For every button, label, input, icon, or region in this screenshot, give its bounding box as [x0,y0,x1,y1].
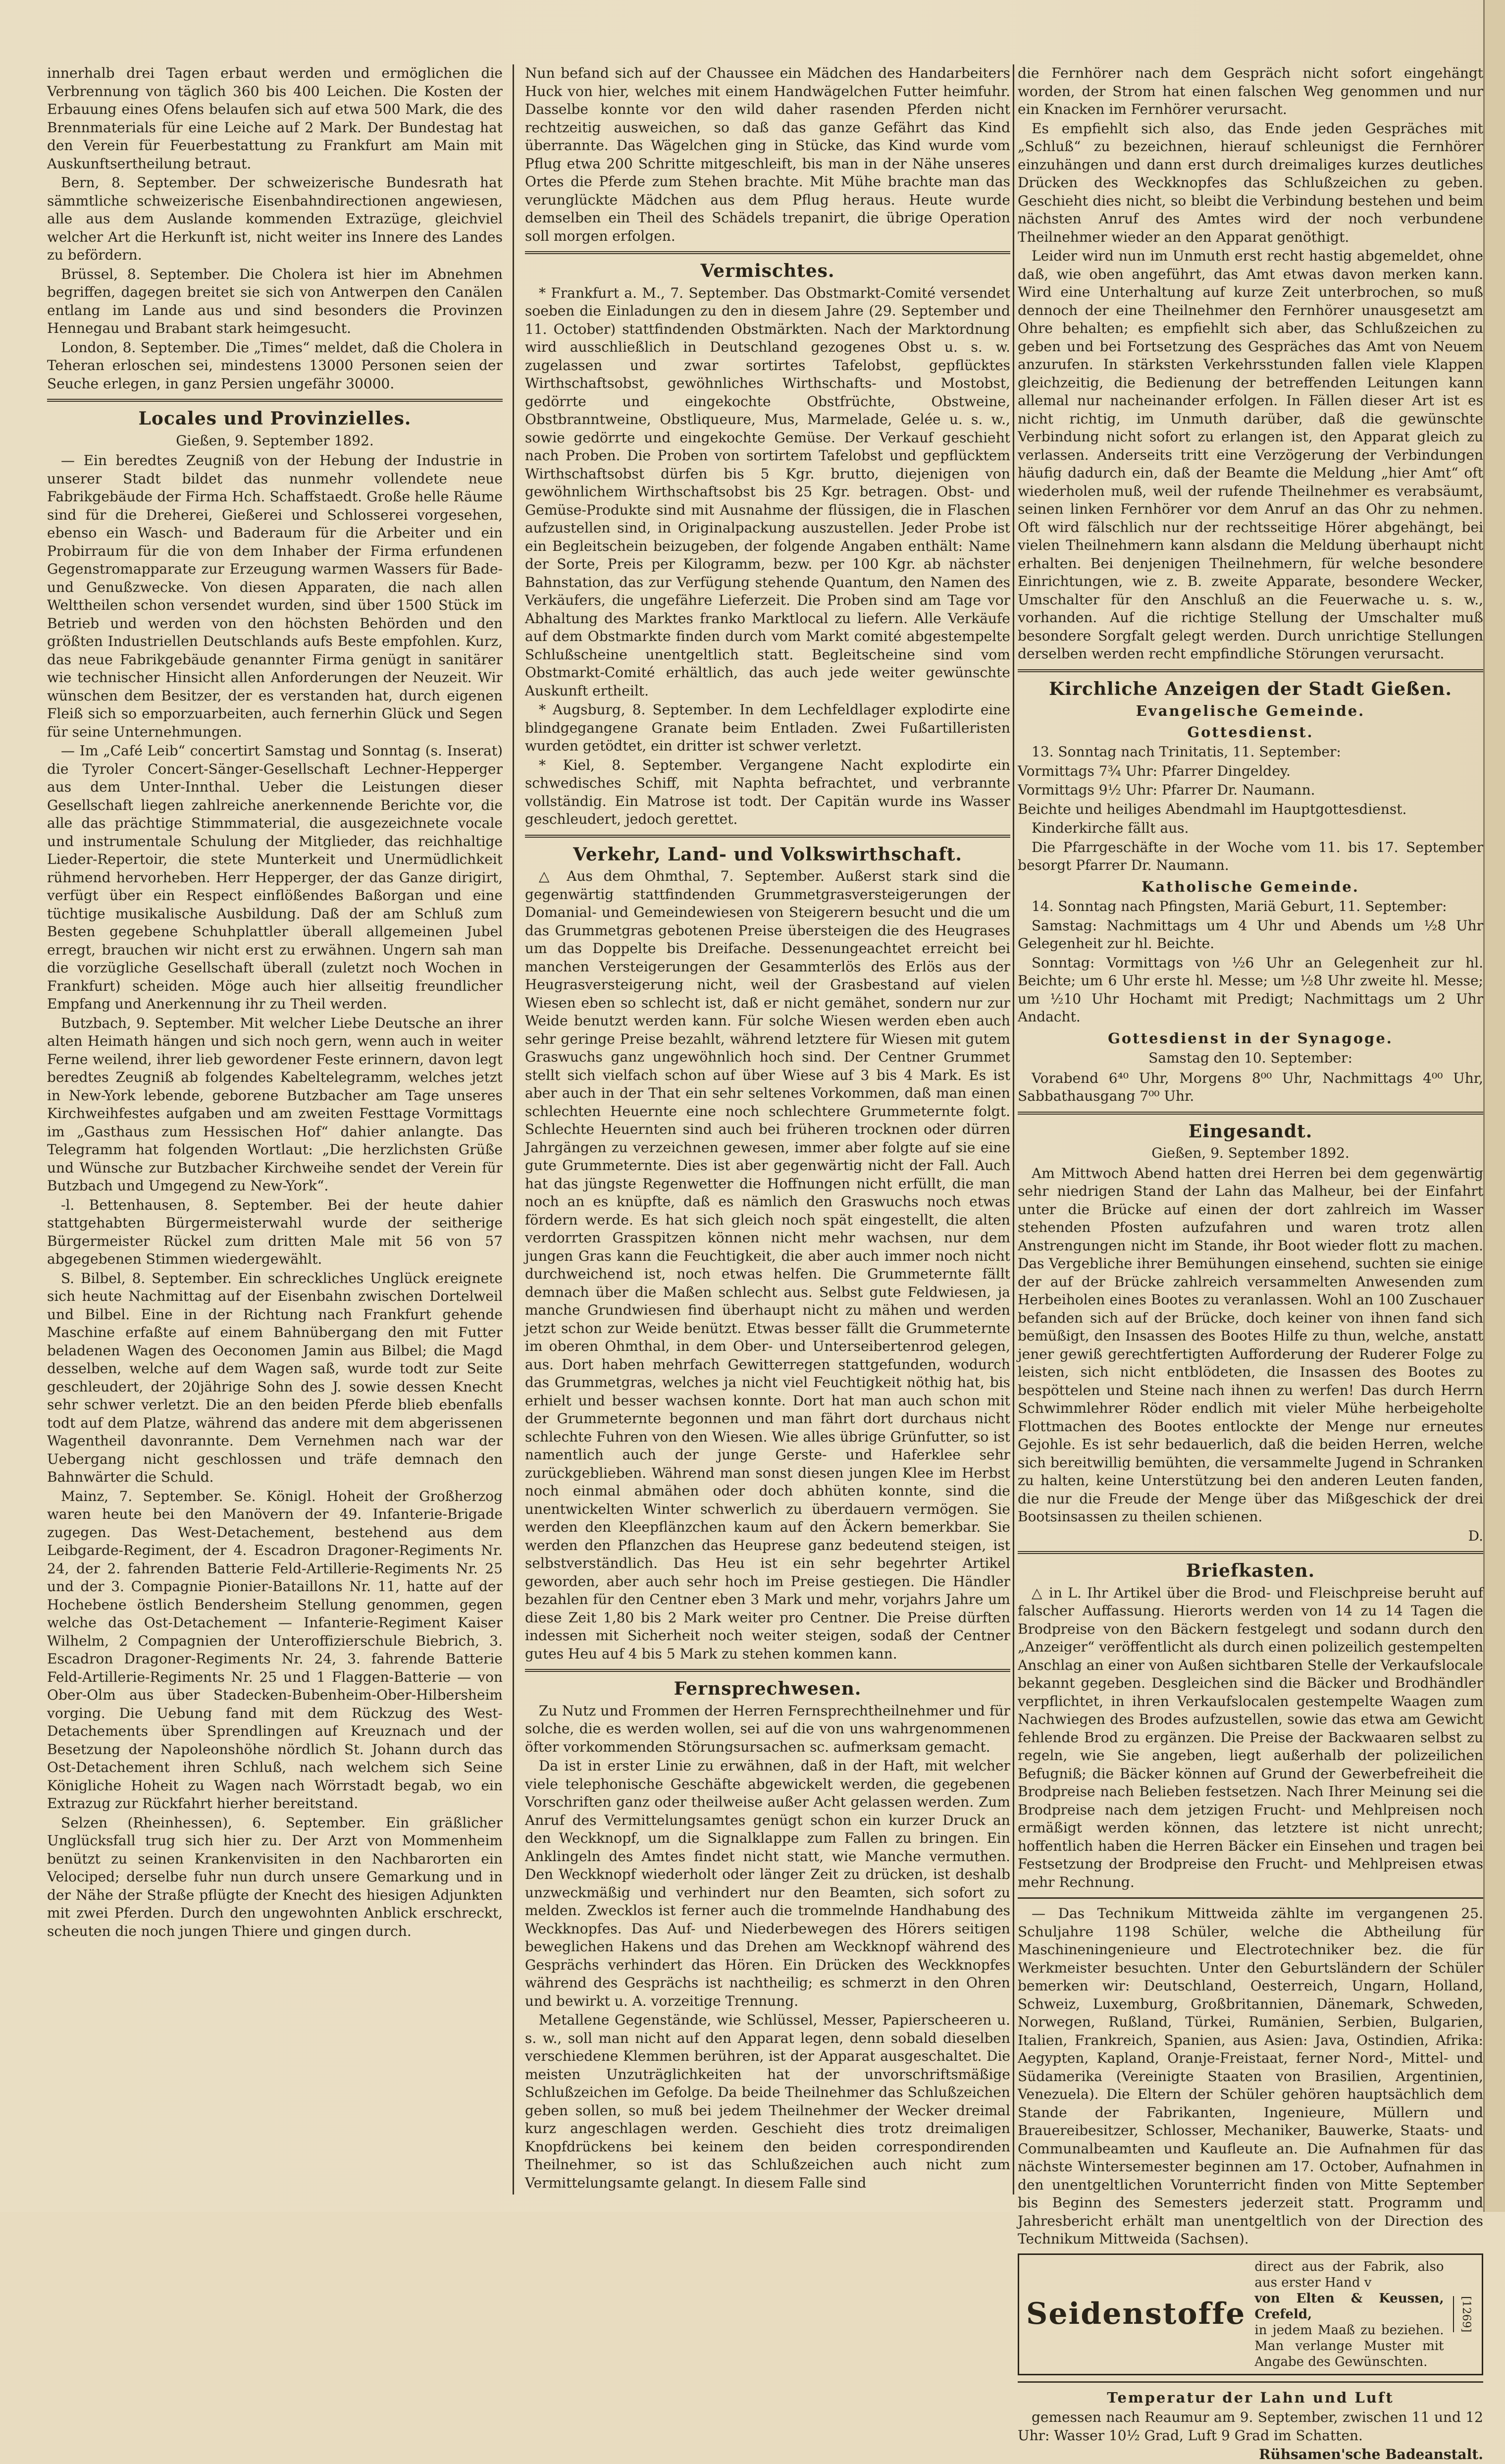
subheading-gottesdienst: Gottesdienst. [1187,723,1314,741]
church-line: 13. Sonntag nach Trinitatis, 11. September: [1032,744,1341,760]
news-frankfurt: * Frankfurt a. M., 7. September. Das Obstmarkt-Comité versendet soeben die Einladungen zu den in diesem Jahre (29. September und 11. October) stattfindenden Obstmärkten. Nach der Marktordnung wird ausschließlich in Deutschland gezogenes Obst u. s. w. zugelassen und zwar sortirtes Tafelobst, gepflücktes Wirthschaftsobst, gewöhnliches Wirthschafts- und Mostobst, gedörrte und eingekochte Obstfrüchte, Obstweine, Obstbranntweine, Obstliqueure, Mus, Marmelade, Gelée u. s. w., sowie gedörrte und eingekochte Gemüse. Der Verkauf geschieht nach Proben. Die Proben von sortirtem Tafelobst und gepflücktem Wirthschaftsobst dürfen bis 5 Kgr. brutto, diejenigen von gewöhnlichem Wirthschaftsobst bis 25 Kgr. betragen. Obst- und Gemüse-Produkte sind mit Ausnahme der flüssigen, die in Flaschen aufzustellen sind, in Originalpackung auszustellen. Jeder Probe ist ein Begleitschein beizugeben, der folgende Angaben enthält: Name der Sorte, Preis per Kilogramm, bezw. per 100 Kgr. ab nächster Bahnstation, das zur Verfügung stehende Quantum, den Namen des Verkäufers, die ungefähre Lieferzeit. Die Proben sind am Tage vor Abhaltung des Marktes franko Marktlocal zu liefern. Alle Verkäufe auf dem Obstmarkte finden durch vom Markt comité abgestempelte Schlußscheine unentgeltlich statt. Begleitscheine sind vom Obstmarkt-Comité erhältlich, das auch jede weiter gewünschte Auskunft ertheilt. [525,284,1010,699]
church-line: Beichte und heiliges Abendmahl im Hauptgottesdienst. [1018,801,1407,817]
section-divider [1018,669,1483,672]
section-divider [1018,1551,1483,1554]
temperature-source: Rühsamen'sche Badeanstalt. [1259,2446,1483,2463]
article-text: innerhalb drei Tagen erbaut werden und ermöglichen die Verbrennung von täglich 360 bis 400 Leichen. Die Kosten der Erbauung eines Ofens belaufen sich auf etwa 500 Mark, die des Brennmaterials für eine Leiche auf 2 Mark. Der Bundestag hat den Verein für Feuerbestattung zu Frankfurt am Main mit Auskunftsertheilung betraut. [47,65,503,172]
church-line: Samstag: Nachmittags um 4 Uhr und Abends um ½8 Uhr Gelegenheit zur hl. Beichte. [1018,917,1483,952]
subheading-synagoge: Gottesdienst in der Synagoge. [1108,1029,1393,1047]
news-bern: Bern, 8. September. Der schweizerische Bundesrath hat sämmtliche schweizerische Eisenbahndirectionen angewiesen, alle aus dem Auslande kommenden Extrazüge, gleichviel welcher Art die Herkunft ist, nicht weiter ins Innere des Landes zu befördern. [47,174,503,263]
church-line: Vormittags 9½ Uhr: Pfarrer Dr. Naumann. [1018,782,1315,798]
news-cafe-leib: — Im „Café Leib“ concertirt Samstag und Sonntag (s. Inserat) die Tyroler Concert-Sänger-Gesellschaft Lechner-Hepperger aus dem Unter-Innthal. Ueber die Leistungen dieser Gesellschaft liegen zahlreiche anerkennende Berichte vor, die alle das prächtige Stimmmaterial, die ausgezeichnete vocale und instrumentale Schulung der Mitglieder, das reichhaltige Lieder-Repertoir, die stete Munterkeit und Unermüdlichkeit rühmend hervorheben. Herr Hepperger, der das Ganze dirigirt, verfügt über ein Respect einflößendes Baßorgan und eine tüchtige musikalische Ausbildung. Daß der am Schluß zum Besten gegebene Schuhplattler überall allgemeinen Jubel erregt, brauchen wir nicht erst zu erwähnen. Ungern sah man die vorzügliche Gesellschaft überall (zuletzt noch Wochen in Frankfurt) scheiden. Möge auch hier allseitig freundlicher Empfang und Anerkennung ihr zu Theil werden. [47,743,503,1012]
column-1 [47,64,503,2182]
article-text: Da ist in erster Linie zu erwähnen, daß in der Haft, mit welcher viele telephonische Geschäfte abgewickelt werden, die gegebenen Vorschriften ganz oder theilweise außer Acht gelassen werden. Zum Anruf des Vermittelungsamtes genügt schon ein kurzer Druck an den Weckknopf, um die Signalklappe zum Fallen zu bringen. Ein Anklingeln des Amtes findet nicht statt, wie Manche vermuthen. Den Weckknopf wiederholt oder länger Zeit zu drücken, ist deshalb unzweckmäßig und verhindert nur den Beamten, sich sofort zu melden. Zwecklos ist ferner auch die trommelnde Handhabung des Weckknopfes. Das Auf- und Niederbewegen des Hörers seitigen beweglichen Hakens und das Drehen am Weckknopf während des Gesprächs verhindert das Hören. Ein Drücken des Weckknopfes während des Gesprächs ist nachtheilig; es schmerzt in den Ohren und bewirkt u. A. vorzeitige Trennung. [525,1758,1010,2009]
advertisement-seidenstoffe [1018,2253,1483,2375]
church-line: 14. Sonntag nach Pfingsten, Mariä Geburt, 11. September: [1032,898,1447,914]
church-line: Kinderkirche fällt aus. [1032,820,1189,836]
article-text: Metallene Gegenstände, wie Schlüssel, Messer, Papierscheeren u. s. w., soll man nicht auf den Apparat legen, denn sobald dieselben verschiedene Klemmen berühren, ist der Apparat ausgeschaltet. Die meisten Unzuträglichkeiten hat der unvorschriftsmäßige Schlußzeichen im Gefolge. Da beide Theilnehmer das Schlußzeichen geben sollen, so muß bei jedem Theilnehmer der Wecker dreimal kurz angeschlagen werden. Geschieht dies trotz dreimaligen Knopfdrückens bei keinem den beiden correspondirenden Theilnehmer, so ist das Schlußzeichen auch nicht zum Vermittelungsamte gelangt. In diesem Falle sind [525,2012,1010,2191]
church-line: Die Pfarrgeschäfte in der Woche vom 11. bis 17. September besorgt Pfarrer Dr. Naumann. [1018,839,1483,873]
article-text: Zu Nutz und Frommen der Herren Fernsprechtheilnehmer und für solche, die es werden wollen, sei auf die von uns wahrgenommenen öfter vorkommenden Störungsursachen sc. aufmerksam gemacht. [525,1702,1010,1755]
subheading-temperatur: Temperatur der Lahn und Luft [1107,2389,1394,2406]
section-heading-verkehr: Verkehr, Land- und Volkswirthschaft. [573,844,962,865]
temperature-text: gemessen nach Reaumur am 9. September, zwischen 11 und 12 Uhr: Wasser 10½ Grad, Luft 9 Grad im Schatten. [1018,2409,1483,2444]
section-divider [47,399,503,402]
section-heading-eingesandt: Eingesandt. [1188,1121,1313,1142]
section-heading-vermischtes: Vermischtes. [700,261,835,281]
dateline: Gießen, 9. September 1892. [176,432,374,449]
synagogue-date: Samstag den 10. September: [1148,1050,1352,1066]
dateline: Gießen, 9. September 1892. [1151,1145,1349,1161]
news-mainz: Mainz, 7. September. Se. Königl. Hoheit der Großherzog waren heute bei den Manövern der 49. Infanterie-Brigade zugegen. Das West-Detachement, bestehend aus dem Leibgarde-Regiment, der 4. Escadron Dragoner-Regiments Nr. 24, der 2. fahrenden Batterie Feld-Artillerie-Regiments Nr. 25 und der 3. Compagnie Pionier-Bataillons Nr. 11, hatte auf der Hochebene östlich Bendersheim Stellung genommen, gegen welche das Ost-Detachement — Infanterie-Regiment Kaiser Wilhelm, 2 Compagnien der Unteroffizierschule Biebrich, 3. Escadron Dragoner-Regiments Nr. 24, 3. fahrende Batterie Feld-Artillerie-Regiments Nr. 25 und 1 Flaggen-Batterie — von Ober-Olm aus über Stadecken-Bubenheim-Ober-Hilbersheim vorging. Die Uebung fand mit dem Rückzug des West-Detachements über Sprendlingen auf Kreuznach und der Besetzung der Napoleonshöhe nördlich St. Johann durch das Ost-Detachement ihren Schluß, nach welchem sich Seine Königliche Hoheit zu Wagen nach Wörrstadt begab, wo ein Extrazug zur Rückfahrt hierher bereitstand. [47,1488,503,1812]
section-divider [1018,2381,1483,2383]
notice-technikum: — Das Technikum Mittweida zählte im vergangenen 25. Schuljahre 1198 Schüler, welche die Abtheilung für Maschineningenieure und Electrotechniker bez. die für Werkmeister besuchten. Unter den Geburtsländern der Schüler bemerken wir: Deutschland, Oesterreich, Ungarn, Holland, Schweiz, Luxemburg, Großbritannien, Dänemark, Schweden, Norwegen, Rußland, Türkei, Rumänien, Serbien, Bulgarien, Italien, Frankreich, Spanien, aus Asien: Java, Ostindien, Afrika: Aegypten, Kapland, Oranje-Freistaat, ferner Nord-, Mittel- und Südamerika (Vereinigte Staaten von Brasilien, Argentinien, Venezuela). Die Eltern der Schüler gehören hauptsächlich dem Stande der Fabrikanten, Ingenieure, Müllern und Brauereibesitzer, Schlosser, Mechaniker, Bauwerke, Staats- und Communalbeamten und Kaufleute an. Die Aufnahmen für das nächste Wintersemester beginnen am 17. October, Aufnahmen in den unentgeltlichen Vorunterricht finden von Mitte September bis Beginn des Semesters jederzeit statt. Programm und Jahresbericht erhält man unentgeltlich von der Direction des Technikum Mittweida (Sachsen). [1018,1905,1483,2247]
section-heading-briefkasten: Briefkasten. [1186,1560,1315,1581]
news-london: London, 8. September. Die „Times“ meldet, daß die Cholera in Teheran erloschen sei, mindestens 13000 Personen seien der Seuche erlegen, in ganz Persien ungefähr 30000. [47,339,503,392]
ad-logo: Seidenstoffe [1026,2297,1246,2332]
news-bruessel: Brüssel, 8. September. Die Cholera ist hier im Abnehmen begriffen, dagegen breitet sie sich von Antwerpen den Canälen entlang im Lande aus und sind besonders die Provinzen Hennegau und Brabant stark heimgesucht. [47,266,503,336]
subheading-katholisch: Katholische Gemeinde. [1142,878,1359,895]
column-2 [525,64,1010,2191]
news-bilbel: S. Bilbel, 8. September. Ein schreckliches Unglück ereignete sich heute Nachmittag auf der Eisenbahn zwischen Dortelweil und Bilbel. Eine in der Richtung nach Frankfurt gehende Maschine erfaßte auf einem Bahnübergang den mit Futter beladenen Wagen des Oeconomen Jamin aus Bilbel; die Magd desselben, welche auf dem Wagen saß, wurde todt zur Seite geschleudert, der 20jährige Sohn des J. sowie dessen Knecht sehr schwer verletzt. Die an den beiden Pferde blieb ebenfalls todt auf dem Platze, während das andere mit dem abgerissenen Wagentheil davonrannte. Dem Vernehmen nach war der Uebergang nicht geschlossen und träfe demnach den Bahnwärter die Schuld. [47,1270,503,1485]
article-text: Leider wird nun im Unmuth erst recht hastig abgemeldet, ohne daß, wie oben angeführt, das Amt etwas davon merken kann. Wird eine Unterhaltung auf kurze Zeit unterbrochen, so muß dennoch der eine Theilnehmer den Fernhörer unausgesetzt am Ohre behalten; es empfiehlt sich aber, das Schlußzeichen zu geben und bei Fortsetzung des Gespräches das Amt von Neuem anzurufen. In stärksten Verkehrsstunden fallen viele Klappen gleichzeitig, die Bedienung der betreffenden Leitungen kann allemal nur nacheinander erfolgen. In Fällen dieser Art ist es nicht richtig, im Unmuth darüber, daß die gewünschte Verbindung nicht sofort zu erlangen ist, den Apparat gleich zu verlassen. Anderseits tritt eine Verzögerung der Verbindungen häufig dadurch ein, daß der Beamte die Meldung „hier Amt“ oft wiederholen muß, weil der rufende Theilnehmer es verabsäumt, seinen linken Fernhörer vor dem Anruf an das Ohr zu nehmen. Oft wird fälschlich nur der rechtsseitige Hörer abgehängt, bei vielen Theilnehmern kann alsdann die Meldung überhaupt nicht erhalten. Bei denjenigen Theilnehmern, für welche besondere Einrichtungen, wie z. B. zweite Apparate, besondere Wecker, Umschalter für den Anschluß an die Feuerwache u. s. w., vorhanden. Auf die richtige Stellung der Umschalter muß besondere Sorgfalt gelegt werden. Durch unrichtige Stellungen derselben werden recht empfindliche Störungen verursacht. [1018,248,1483,662]
article-text: Nun befand sich auf der Chaussee ein Mädchen des Handarbeiters Huck von hier, welches mit einem Handwägelchen Futter heimfuhr. Dasselbe konnte vor den wild daher rasenden Pferden nicht rechtzeitig ausweichen, so daß das ganze Gefährt das Kind überrannte. Das Wägelchen ging in Stücke, das Kind wurde vom Pflug etwa 200 Schritte mitgeschleift, bis man in der Nähe unseres Ortes die Pferde zum Stehen brachte. Mit Mühe brachte man das verunglückte Mädchen aus dem Pflug heraus. Heute wurde demselben ein Theil des Schädels trepanirt, die übrige Operation soll morgen erfolgen. [525,65,1010,244]
ad-text [1254,2259,1444,2370]
article-text: die Fernhörer nach dem Gespräch nicht sofort eingehängt worden, der Strom hat einen falschen Weg genommen und nur ein Knacken im Fernhörer verursacht. [1018,65,1483,117]
ad-line: direct aus der Fabrik, also aus erster Hand v [1254,2259,1444,2290]
section-divider [525,835,1010,838]
section-heading-fernsprech: Fernsprechwesen. [674,1678,862,1699]
column-3 [1018,64,1483,2463]
section-heading-locales: Locales und Provinzielles. [138,408,412,429]
article-text: Es empfiehlt sich also, das Ende jeden Gespräches mit „Schluß“ zu bezeichnen, hierauf schleunigst die Fernhörer einzuhängen und dann erst durch dreimaliges kurzes deutliches Drücken des Weckknopfes das Schlußzeichen zu geben. Geschieht dies nicht, so bleibt die Verbindung bestehen und beim nächsten Anruf des Amtes wird der noch verbundene Theilnehmer wieder an den Apparat genöthigt. [1018,120,1483,245]
news-kiel: * Kiel, 8. September. Vergangene Nacht explodirte ein schwedisches Schiff, mit Naphta befrachtet, und verbrannte vollständig. Ein Matrose ist todt. Der Capitän wurde ins Wasser geschleudert, jedoch gerettet. [525,756,1010,827]
news-augsburg: * Augsburg, 8. September. In dem Lechfeldlager explodirte eine blindgegangene Granate beim Entladen. Zwei Fußartilleristen wurden getödtet, ein dritter ist schwer verletzt. [525,701,1010,754]
news-selzen: Selzen (Rheinhessen), 6. September. Ein gräßlicher Unglücksfall trug sich hier zu. Der Arzt von Mommenheim benützt zu seinen Krankenvisiten in den Nachbarorten ein Velociped; derselbe fuhr nun durch unsere Gemarkung und in der Nähe der Straße pflügte der Knecht des hiesigen Adjunkten mit zwei Pferden. Durch den ungewohnten Anblick erschreckt, scheuten die noch jungen Thiere und gingen durch. [47,1814,503,1939]
ad-firm: von Elten & Keussen, Crefeld, [1254,2291,1444,2322]
letter-text: Am Mittwoch Abend hatten drei Herren bei dem gegenwärtig sehr niedrigen Stand der Lahn das Malheur, bei der Einfahrt unter die Brücke auf einen der dort zahlreich im Wasser stehenden Pfosten aufzufahren und waren trotz allen Anstrengungen nicht im Stande, ihr Boot wieder flott zu machen. Das Vergebliche ihrer Bemühungen einsehend, suchten sie einige der auf der Brücke zahlreich versammelten Anwesenden zum Herbeiholen eines Bootes zu veranlassen. Wohl an 100 Zuschauer befanden sich auf der Brücke, doch keiner von ihnen fand sich bemüßigt, den Insassen des Bootes Hilfe zu thun, welche, anstatt jener gewiß gerechtfertigten Aufforderung der Ruderer Folge zu leisten, sich nicht entblödeten, die Insassen des Bootes zu bespöttelen und Steine nach ihnen zu werfen! Das durch Herrn Schwimmlehrer Röder endlich mit vieler Mühe herbeigeholte Flottmachen des Bootes entlockte der Menge nur erneutes Gejohle. Es ist sehr bedauerlich, daß die beiden Herren, welche sich bereitwillig bemühten, die versammelte Jugend in Schranken zu halten, keine Unterstützung bei den anderen Leuten fanden, die nur die Freude der Menge über das Mißgeschick der drei Bootsinsassen zu theilen schienen. [1018,1165,1483,1525]
mailbox-text: △ in L. Ihr Artikel über die Brod- und Fleischpreise beruht auf falscher Auffassung. Hierorts werden von 14 zu 14 Tagen die Brodpreise von den Bäckern festgelegt und sodann durch den „Anzeiger“ veröffentlicht als durch einen polizeilich gestempelten Anschlag an einer von Außen sichtbaren Stelle der Verkaufslocale bekannt gegeben. Desgleichen sind die Bäcker und Brodhändler verpflichtet, in ihren Verkaufslocalen gestempelte Waagen zum Nachwiegen des Brodes aufzustellen, sowie das etwa am Gewicht fehlende Brod zu ergänzen. Die Preise der Backwaaren selbst zu regeln, wie Sie angeben, liegt außerhalb der polizeilichen Befugniß; die Bäcker können auf Grund der Gewerbefreiheit die Brodpreise nach Belieben festsetzen. Nach Ihrer Meinung sei die Brodpreise nach dem jetzigen Frucht- und Mehlpreisen noch ermäßigt werden können, das letztere ist nicht unrecht; hoffentlich haben die Herren Bäcker ein Einsehen und tragen bei Festsetzung der Brodpreise den Frucht- und Mehlpreisen etwas mehr Rechnung. [1018,1584,1483,1890]
news-butzbach: Butzbach, 9. September. Mit welcher Liebe Deutsche an ihrer alten Heimath hängen und sich noch gern, wenn auch in weiter Ferne weilend, ihrer lieb gewordener Feste erinnern, davon legt beredtes Zeugniß ab folgendes Kabeltelegramm, welches jetzt in New-York lebende, geborene Butzbacher am Tage unseres Kirchweihfestes aufgaben und am zweiten Festtage Vormittags im „Gasthaus zum Hessischen Hof“ dahier anlangte. Das Telegramm hat folgenden Wortlaut: „Die herzlichsten Grüße und Wünsche zur Butzbacher Kirchweihe sendet der Verein für Butzbach und Umgegend zu New-York“. [47,1015,503,1194]
section-divider [525,251,1010,254]
church-line: Sonntag: Vormittags von ½6 Uhr an Gelegenheit zur hl. Beichte; um 6 Uhr erste hl. Messe; um ½8 Uhr zweite hl. Messe; um ½10 Uhr Hochamt mit Predigt; Nachmittags um 2 Uhr Andacht. [1018,954,1483,1025]
church-line: Vormittags 7¾ Uhr: Pfarrer Dingeldey. [1018,762,1291,779]
subheading-evangelisch: Evangelische Gemeinde. [1136,702,1365,719]
section-divider [1018,1112,1483,1115]
column-rule-left [513,64,514,2195]
letter-signature: D. [1468,1527,1483,1544]
news-ohmthal: △ Aus dem Ohmthal, 7. September. Außerst stark sind die gegenwärtig stattfindenden Grummetgrasversteigerungen der Domanial- und Gemeindewiesen von Steigerern besucht und die um das Grummetgras gebotenen Preise übersteigen die des Heugrases um das Doppelte bis Dreifache. Dessenungeachtet erreicht bei manchen Versteigerungen der Gesammterlös des Erlös aus der Heugrasversteigerung nicht, weil der Grasbestand auf vielen Wiesen eben so schlecht ist, daß er nicht gemähet, sondern nur zur Weide benutzt werden kann. Für solche Wiesen werden eben auch sehr geringe Preise bezahlt, während letztere für Wiesen mit gutem Graswuchs ganz ungewöhnlich hoch sind. Der Centner Grummet stellt sich vielfach schon auf über Wiese auf 3 bis 4 Mark. Es ist aber auch in der That ein sehr seltenes Vorkommen, daß man einen schlechten Heuernte eine noch schlechtere Grummeternte folgt. Schlechte Heuernten sind auch bei früheren trocknen oder dürren Jahrgängen zu verzeichnen gewesen, immer aber folgte auf sie eine gute Grummeternte. Dies ist aber gegenwärtig nicht der Fall. Auch hat das jüngste Regenwetter die Hoffnungen nicht erfüllt, die man noch an es knüpfte, daß es nämlich den Graswuchs noch etwas fördern werde. Es hat sich gleich noch spät eingestellt, die alten verdorrten Grasspitzen können nicht mehr wachsen, nur dem jungen Gras kann die Feuchtigkeit, die aber auch immer noch nicht durchweichend ist, noch etwas helfen. Die Grummeternte fällt demnach über die Maßen schlecht aus. Selbst gute Feldwiesen, ja manche Grundwiesen find überhaupt nicht zu mähen und werden jetzt schon zur Weide benützt. Etwas besser fällt die Grummeternte im oberen Ohmthal, in dem Ober- und Unterseibertenrod gelegen, aus. Dort haben mehrfach Gewitterregen stattgefunden, wodurch das Grummetgras, welches ja nicht viel Feuchtigkeit nöthig hat, bis erhielt und besser wachsen konnte. Dort hat man auch schon mit der Grummeternte begonnen und man fährt dort durchaus nicht schlechte Fuhren von den Wiesen. Wie alles übrige Grünfutter, so ist namentlich auch der junge Gerste- und Haferklee sehr zurückgeblieben. Während man sonst diesen jungen Klee im Herbst noch einmal abmähen oder doch abhüten konnte, sind die unentwickelten Winter schwerlich zu überdauern vermögen. Sie werden den Kleepflänzchen kaum auf den Äckern bemerkbar. Sie werden den Pflanzchen das Heuprese ganz bedeutend steigen, ist selbstverständlich. Das Heu ist ein sehr begehrter Artikel geworden, aber auch sehr hoch im Preise gestiegen. Die Händler bezahlen für den Centner eben 3 Mark und mehr, vorjahrs Jahre um diese Zeit 1,80 bis 2 Mark weiter pro Centner. Die Preise dürften indessen mit Sicherheit noch weiter steigen, sodaß der Centner gutes Heu auf 4 bis 5 Mark zu stehen kommen kann. [525,868,1010,1662]
column-rule-right [1013,64,1014,2195]
news-bettenhausen: -l. Bettenhausen, 8. September. Bei der heute dahier stattgehabten Bürgermeisterwahl wurde der seitherige Bürgermeister Rückel zum dritten Male mit 56 von 57 abgegebenen Stimmen wiedergewählt. [47,1196,503,1267]
section-divider [1018,1897,1483,1899]
ad-line: in jedem Maaß zu beziehen. Man verlange Muster mit Angabe des Gewünschten. [1254,2322,1444,2369]
synagogue-times: Vorabend 6⁴⁰ Uhr, Morgens 8⁰⁰ Uhr, Nachmittags 4⁰⁰ Uhr, Sabbathausgang 7⁰⁰ Uhr. [1018,1070,1483,1104]
section-divider [525,1669,1010,1672]
news-fabrik: — Ein beredtes Zeugniß von der Hebung der Industrie in unserer Stadt bildet das nunmehr vollendete neue Fabrikgebäude der Firma Hch. Schaffstaedt. Große helle Räume sind für die Dreherei, Gießerei und Schlosserei vorgesehen, ebenso ein Wasch- und Baderaum für die Arbeiter und ein Probirraum für die von dem Inhaber der Firma erfundenen Gegenstromapparate zur Erzeugung warmen Wassers für Bade- und Genußzwecke. Von diesen Apparaten, die nach allen Welttheilen schon versendet wurden, sind über 1500 Stück im Betrieb und werden von den höchsten Behörden und den größten Industriellen Deutschlands aufs Beste empfohlen. Kurz, das neue Fabrikgebäude genannter Firma genügt in sanitärer wie technischer Hinsicht allen Anforderungen der Neuzeit. Wir wünschen dem Besitzer, der es verstanden hat, durch eigenen Fleiß sich so emporzuarbeiten, auch fernerhin Glück und Segen für seine Unternehmungen. [47,452,503,740]
adjacent-page-edge [1483,0,1505,2212]
section-heading-kirchliche: Kirchliche Anzeigen der Stadt Gießen. [1049,678,1452,699]
ad-code: [1269] [1453,2296,1475,2332]
